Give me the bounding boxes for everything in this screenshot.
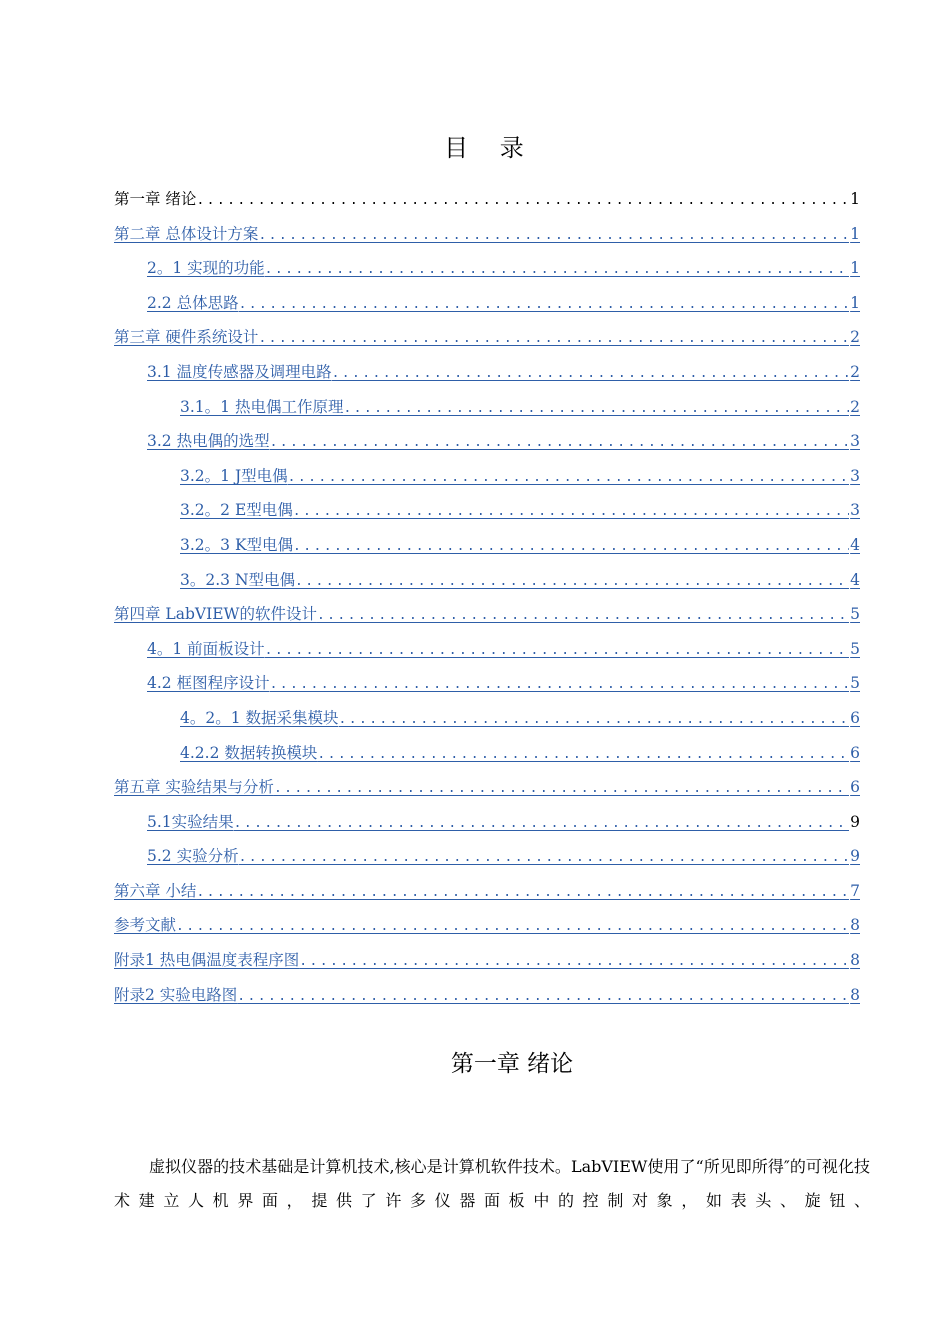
toc-page-number: 8 <box>850 916 860 935</box>
toc-entry-label: 第六章 小结 <box>114 881 197 900</box>
toc-page-number: 3 <box>850 466 860 485</box>
toc-entry[interactable] <box>114 908 860 943</box>
toc-page-number: 1 <box>850 224 860 243</box>
toc-link[interactable] <box>114 597 849 634</box>
toc-link[interactable] <box>114 217 849 254</box>
toc-page-number: 6 <box>850 708 860 727</box>
toc-entry[interactable] <box>114 424 860 459</box>
toc-dot-leader <box>237 980 849 1015</box>
toc-link[interactable] <box>180 493 849 530</box>
toc-entry-label: 3.2。2 E型电偶 <box>180 501 293 520</box>
toc-page-number: 6 <box>850 743 860 762</box>
toc-dot-leader <box>295 565 849 600</box>
toc-dot-leader <box>234 807 849 842</box>
toc-link[interactable] <box>180 563 849 600</box>
toc-link[interactable] <box>114 874 849 911</box>
toc-dot-leader <box>293 495 849 530</box>
table-of-contents <box>114 182 860 1012</box>
toc-entry[interactable] <box>114 770 860 805</box>
toc-entry-label: 第四章 LabVIEW的软件设计 <box>114 605 317 624</box>
toc-entry-label: 第三章 硬件系统设计 <box>114 328 259 347</box>
toc-entry[interactable] <box>114 978 860 1013</box>
toc-link[interactable] <box>114 770 849 807</box>
toc-entry-label: 第五章 实验结果与分析 <box>114 778 274 797</box>
toc-entry-label: 第二章 总体设计方案 <box>114 224 259 243</box>
toc-entry[interactable] <box>114 528 860 563</box>
toc-entry-label: 2。1 实现的功能 <box>147 259 265 278</box>
toc-title: 目 录 <box>444 134 536 162</box>
toc-page-number: 2 <box>850 397 860 416</box>
toc-dot-leader <box>317 599 849 634</box>
toc-page-number: 1 <box>850 293 860 312</box>
toc-dot-leader <box>196 184 849 219</box>
toc-link[interactable] <box>114 320 849 357</box>
toc-entry-label: 4。2。1 数据采集模块 <box>180 708 339 727</box>
toc-entry-label: 4.2.2 数据转换模块 <box>180 743 318 762</box>
toc-dot-leader <box>293 530 849 565</box>
toc-dot-leader <box>317 738 849 773</box>
toc-page-number: 1 <box>850 190 860 208</box>
toc-entry <box>114 182 860 217</box>
toc-link[interactable] <box>147 355 849 392</box>
toc-entry-label: 3.2 热电偶的选型 <box>147 432 270 451</box>
toc-entry[interactable] <box>114 943 860 978</box>
toc-page-number: 3 <box>850 432 860 451</box>
toc-entry-label: 3.2。3 K型电偶 <box>180 535 294 554</box>
toc-entry[interactable] <box>114 355 860 390</box>
toc-page-number: 6 <box>850 778 860 797</box>
toc-dot-leader <box>265 253 849 288</box>
toc-entry-label: 3。2.3 N型电偶 <box>180 570 296 589</box>
toc-link[interactable] <box>180 390 849 427</box>
toc-entry-label: 3.2。1 J型电偶 <box>180 466 288 485</box>
toc-page-number: 9 <box>850 847 860 866</box>
toc-entry[interactable] <box>114 597 860 632</box>
toc-entry[interactable] <box>114 632 860 667</box>
toc-link[interactable] <box>147 666 849 703</box>
toc-page-number: 5 <box>850 605 860 624</box>
toc-dot-leader <box>270 668 850 703</box>
toc-page-number: 1 <box>850 259 860 278</box>
toc-link[interactable] <box>147 805 849 842</box>
toc-entry[interactable] <box>114 874 860 909</box>
toc-entry-label: 4.2 框图程序设计 <box>147 674 270 693</box>
toc-entry-label: 第一章 绪论 <box>114 190 197 208</box>
toc-dot-leader <box>258 322 849 357</box>
toc-entry[interactable] <box>114 666 860 701</box>
toc-entry[interactable] <box>114 493 860 528</box>
toc-entry[interactable] <box>114 217 860 252</box>
toc-entry[interactable] <box>114 736 860 771</box>
toc-dot-leader <box>265 634 849 669</box>
toc-page-number: 7 <box>850 881 860 900</box>
toc-link[interactable] <box>180 528 849 565</box>
toc-dot-leader <box>239 288 850 323</box>
toc-page-number: 5 <box>850 674 860 693</box>
toc-entry[interactable] <box>114 839 860 874</box>
toc-dot-leader <box>343 392 849 427</box>
toc-entry[interactable] <box>114 251 860 286</box>
toc-dot-leader <box>176 910 849 945</box>
toc-link[interactable] <box>147 424 849 461</box>
toc-entry[interactable] <box>114 320 860 355</box>
toc-entry-label: 3.1 温度传感器及调理电路 <box>147 362 332 381</box>
toc-link[interactable] <box>147 839 849 876</box>
toc-page-number: 4 <box>850 535 860 554</box>
toc-page-number: 2 <box>850 328 860 347</box>
toc-entry[interactable] <box>114 563 860 598</box>
toc-entry-label: 参考文献 <box>114 916 177 935</box>
toc-link[interactable] <box>114 908 849 945</box>
toc-entry-label: 4。1 前面板设计 <box>147 639 265 658</box>
toc-dot-leader <box>196 876 849 911</box>
toc-entry[interactable] <box>114 286 860 321</box>
toc-page-number: 2 <box>850 362 860 381</box>
toc-page-number: 8 <box>850 985 860 1004</box>
toc-page-number: 3 <box>850 501 860 520</box>
toc-entry-label: 2.2 总体思路 <box>147 293 239 312</box>
toc-entry[interactable] <box>114 701 860 736</box>
toc-entry-label: 附录1 热电偶温度表程序图 <box>114 951 300 970</box>
toc-dot-leader <box>274 772 849 807</box>
toc-dot-leader <box>239 841 850 876</box>
chapter-heading: 第一章 绪论 <box>450 1051 574 1077</box>
toc-entry-label: 附录2 实验电路图 <box>114 985 238 1004</box>
toc-page-number: 5 <box>850 639 860 658</box>
toc-link[interactable] <box>147 286 849 323</box>
body-paragraph: 虚拟仪器的技术基础是计算机技术,核心是计算机软件技术。LabVIEW使用了“所见即所得″的可视化技术建立人机界面，提供了许多仪器面板中的控制对象，如表头、旋钮、 <box>114 1157 870 1210</box>
toc-link[interactable] <box>180 459 849 496</box>
toc-page-number: 9 <box>850 812 860 831</box>
toc-entry-text <box>114 182 849 219</box>
toc-link[interactable] <box>147 632 849 669</box>
toc-dot-leader <box>258 219 849 254</box>
toc-link[interactable] <box>180 701 849 738</box>
toc-entry-label: 5.2 实验分析 <box>147 847 239 866</box>
toc-dot-leader <box>270 426 850 461</box>
toc-entry-label: 5.1实验结果 <box>147 812 234 831</box>
toc-link[interactable] <box>114 943 849 980</box>
toc-link[interactable] <box>180 736 849 773</box>
toc-entry[interactable] <box>114 459 860 494</box>
toc-dot-leader <box>339 703 850 738</box>
toc-entry[interactable] <box>114 805 860 840</box>
toc-dot-leader <box>332 357 850 392</box>
toc-link[interactable] <box>114 978 849 1015</box>
toc-dot-leader <box>288 461 849 496</box>
toc-entry-label: 3.1。1 热电偶工作原理 <box>180 397 344 416</box>
toc-dot-leader <box>299 945 849 980</box>
toc-page-number: 8 <box>850 951 860 970</box>
toc-link[interactable] <box>147 251 849 288</box>
toc-entry[interactable] <box>114 390 860 425</box>
toc-page-number: 4 <box>850 570 860 589</box>
